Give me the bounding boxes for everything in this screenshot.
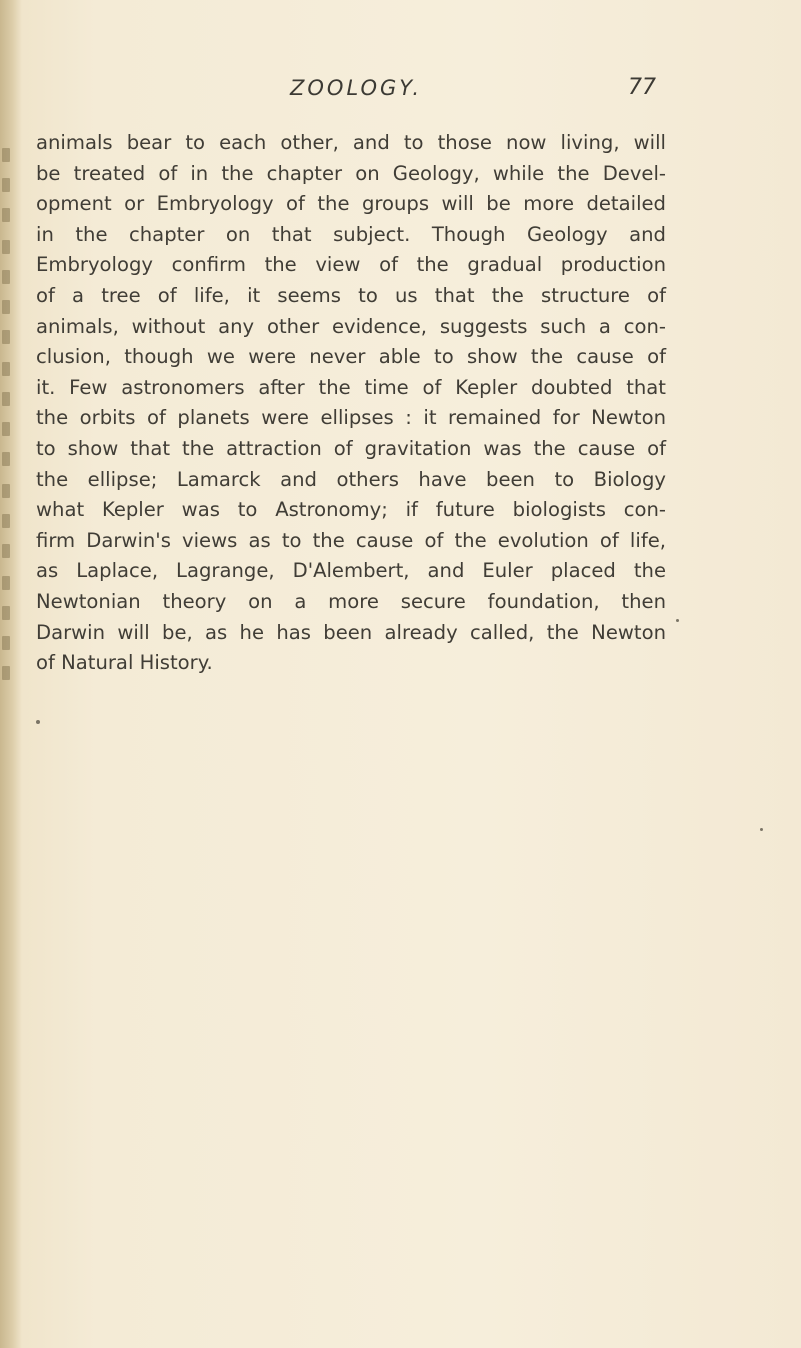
text-line: Embryology confirm the view of the gradual production [36,253,666,277]
text-line: be treated of in the chapter on Geology, while the Devel- [36,161,666,185]
text-line: clusion, though we were never able to show the cause of [36,345,666,369]
text-line: Darwin will be, as he has been already called, the Newton [36,620,666,644]
running-head: ZOOLOGY. [290,76,423,100]
text-line: of a tree of life, it seems to us that the structure of [36,283,666,307]
text-line: in the chapter on that subject. Though Geology and [36,222,666,246]
ink-speck [676,619,679,622]
ink-speck [36,720,40,724]
body-paragraph [36,128,666,679]
text-line: as Laplace, Lagrange, D'Alembert, and Euler placed the [36,559,666,583]
text-line: the ellipse; Lamarck and others have been to Biology [36,467,666,491]
binding-edge-marks [0,0,14,1348]
text-line: firm Darwin's views as to the cause of the evolution of life, [36,528,666,552]
text-line: animals, without any other evidence, suggests such a con- [36,314,666,338]
text-line: animals bear to each other, and to those now living, will [36,131,666,154]
page-header [0,76,801,106]
text-line: what Kepler was to Astronomy; if future biologists con- [36,498,666,522]
text-line: it. Few astronomers after the time of Kepler doubted that [36,375,666,399]
ink-speck [760,828,763,831]
text-line: opment or Embryology of the groups will be more detailed [36,192,666,216]
text-line: of Natural History. [36,651,213,675]
text-line: Newtonian theory on a more secure foundation, then [36,589,666,613]
page-number: 77 [628,75,656,100]
text-line: to show that the attraction of gravitation was the cause of [36,436,666,460]
text-line: the orbits of planets were ellipses : it remained for Newton [36,406,666,430]
